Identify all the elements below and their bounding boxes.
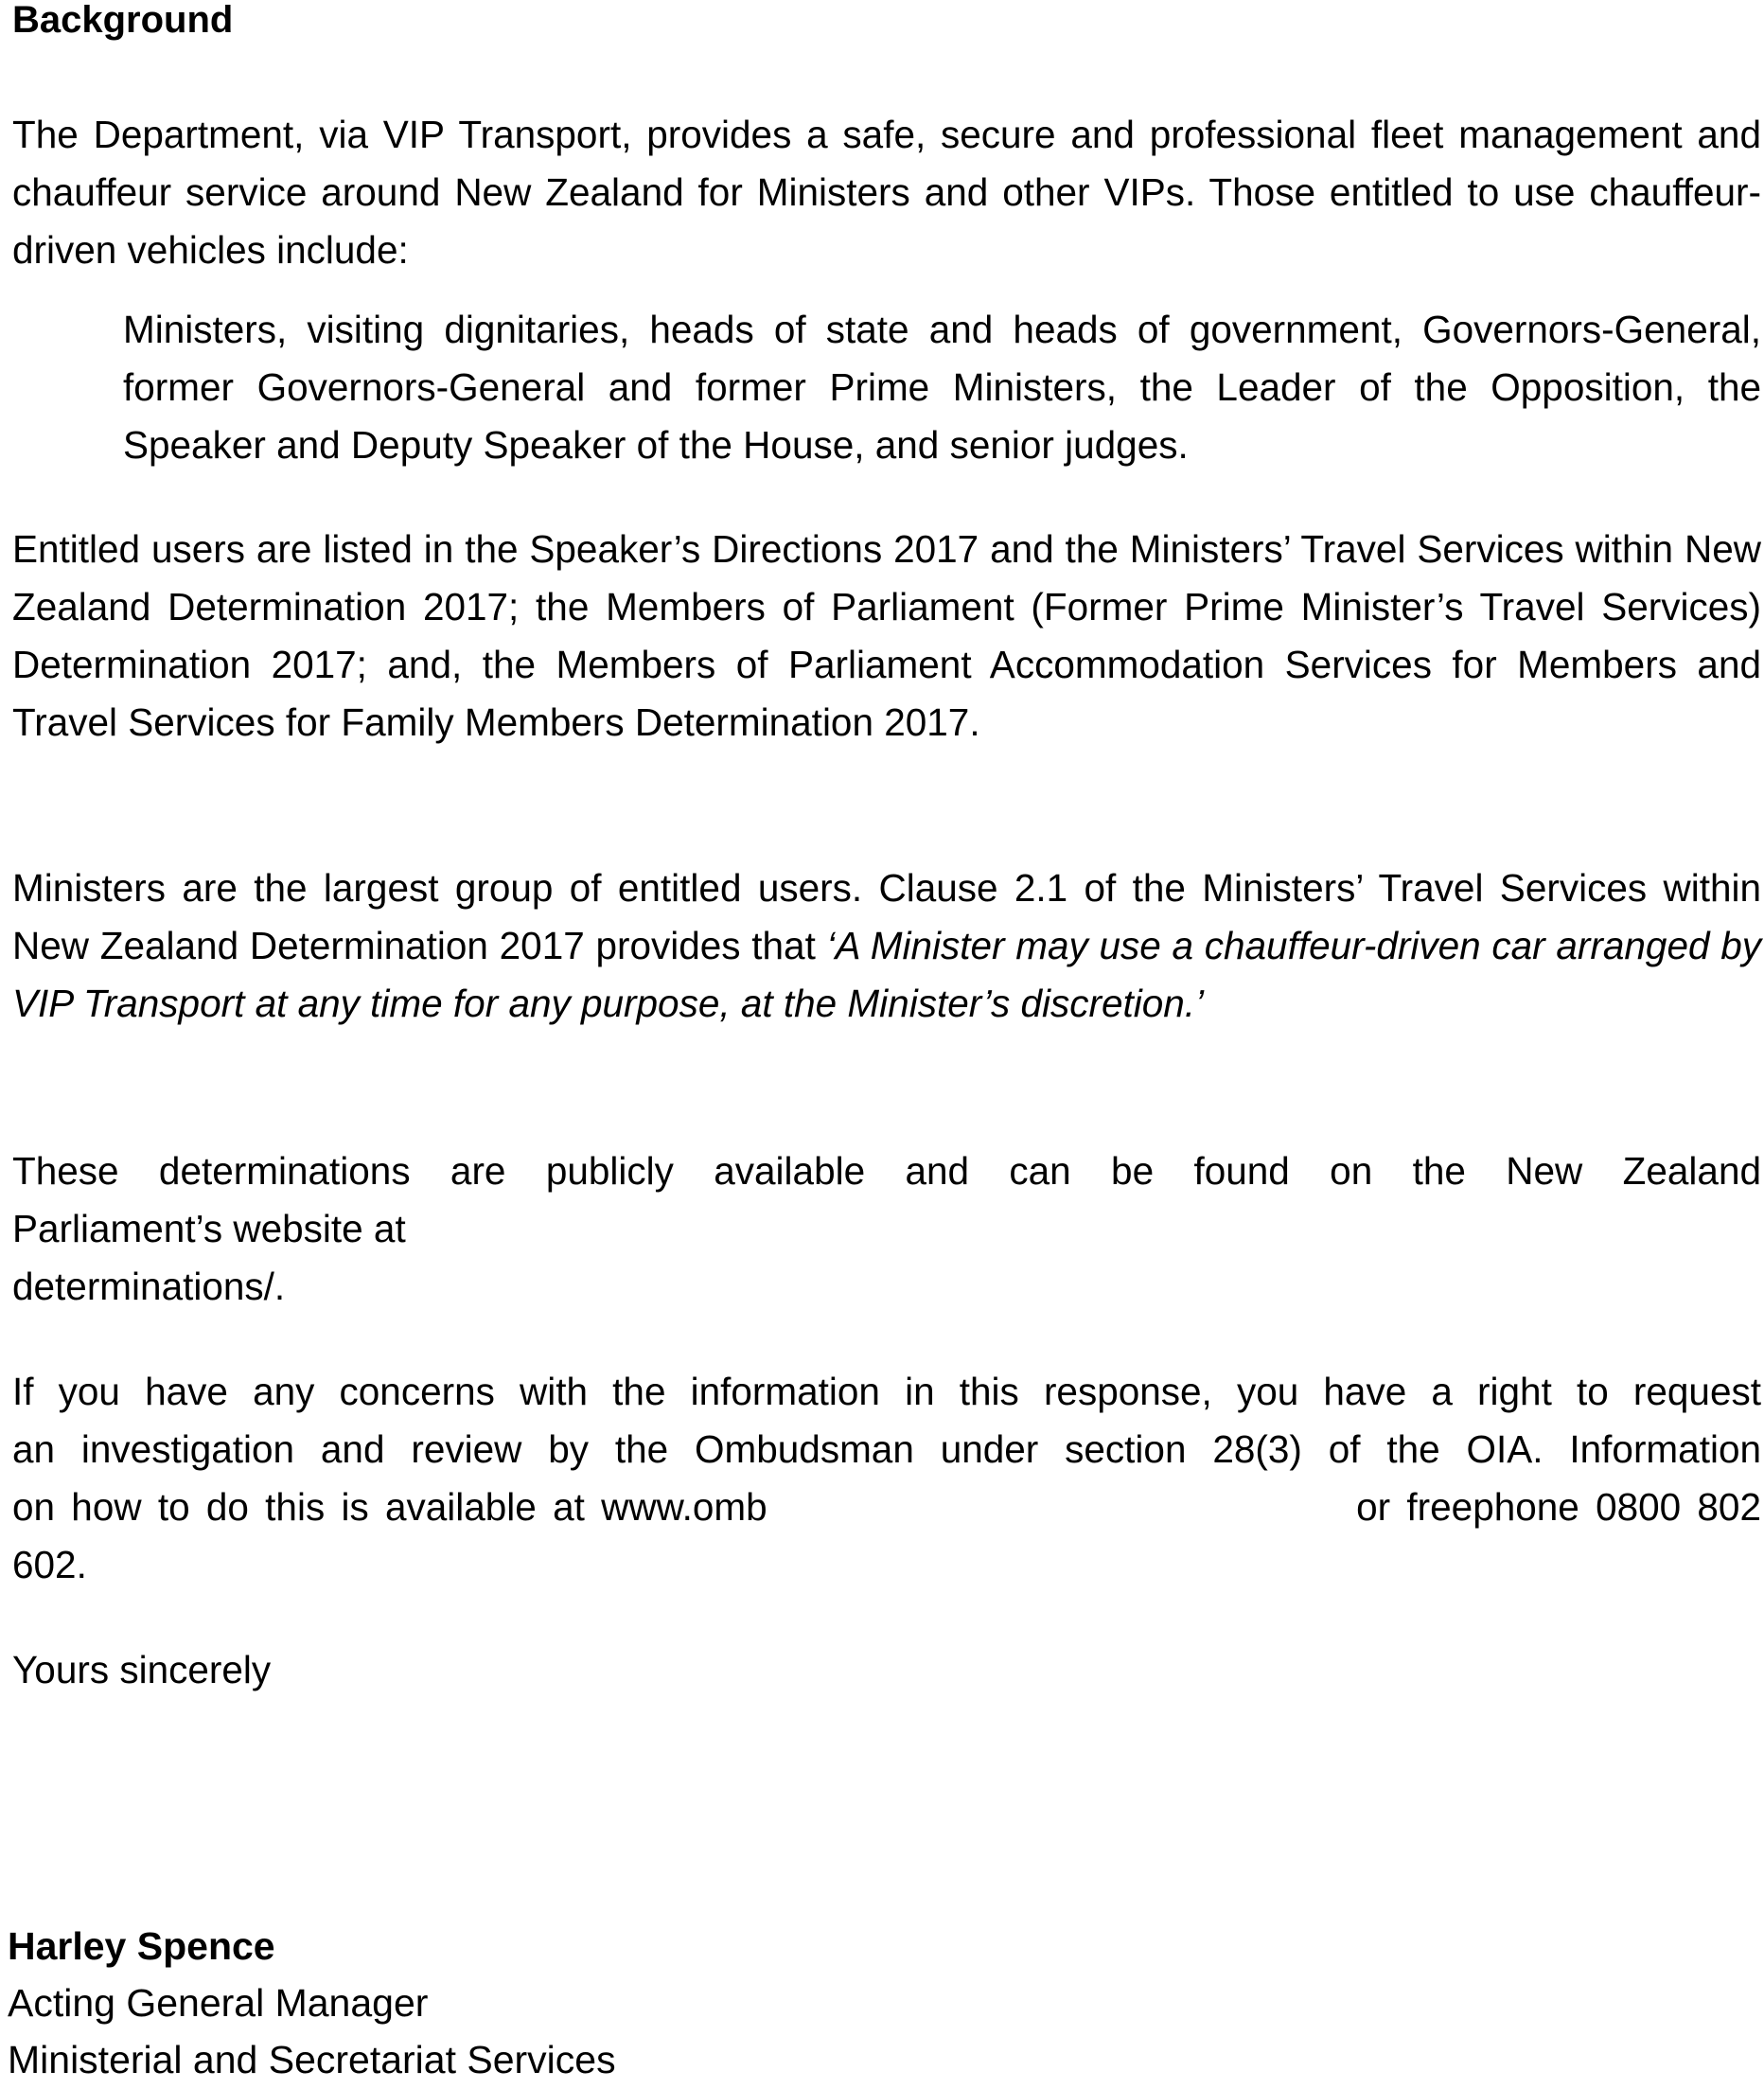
signatory-title: Acting General Manager: [8, 1981, 429, 2025]
entitled-users-quote: Ministers, visiting dignitaries, heads of state and heads of government, Governors-General, former Governors-General and former Prime Ministers, the Leader of the Opposition, the Speaker and Deputy Speaker of the House, and senior judges.: [123, 308, 1761, 467]
ombudsman-line-1: If you have any concerns with the information in this response, you have a right to request: [12, 1370, 1761, 1413]
ombudsman-line-3-left: on how to do this is available at www.omb: [12, 1485, 767, 1529]
closing-text: Yours sincerely: [12, 1648, 272, 1691]
website-line-1: These determinations are publicly available and can be found on the New Zealand: [12, 1149, 1761, 1193]
website-paragraph: [12, 1142, 1761, 1316]
ministers-paragraph: [12, 859, 1761, 1033]
ombudsman-line-3: [12, 1478, 1761, 1536]
ombudsman-line-2: an investigation and review by the Ombudsman under section 28(3) of the OIA. Information: [12, 1427, 1761, 1471]
website-line-2: Parliament’s website at: [12, 1207, 406, 1250]
website-line-3: determinations/.: [12, 1265, 286, 1308]
signatory-unit: Ministerial and Secretariat Services: [8, 2038, 616, 2081]
ministers-paragraph-lead: Ministers are the largest group of entitled users. Clause 2.1 of the Ministers’ Travel Services within New Zealand Determination 2017 provides that: [12, 866, 1761, 967]
ombudsman-paragraph: [12, 1363, 1761, 1594]
ombudsman-line-4: 602.: [12, 1543, 87, 1586]
intro-paragraph: The Department, via VIP Transport, provides a safe, secure and professional fleet management and chauffeur service around New Zealand for Ministers and other VIPs. Those entitled to use chauffeur-driven vehicles include:: [12, 113, 1761, 272]
determinations-paragraph: Entitled users are listed in the Speaker’s Directions 2017 and the Ministers’ Travel Services within New Zealand Determination 2017; the Members of Parliament (Former Prime Minister’s Travel Services) Determination 2017; and, the Members of Parliament Accommodation Services for Members and Travel Services for Family Members Determination 2017.: [12, 527, 1761, 744]
signatory-name: Harley Spence: [8, 1924, 275, 1968]
ombudsman-line-3-right: or freephone 0800 802: [1356, 1485, 1761, 1529]
section-heading: Background: [12, 0, 234, 41]
clause-quote: ‘A Minister may use a chauffeur-driven car arranged by VIP Transport at any time for any purpose, at the Minister’s discretion.’: [12, 924, 1761, 1025]
